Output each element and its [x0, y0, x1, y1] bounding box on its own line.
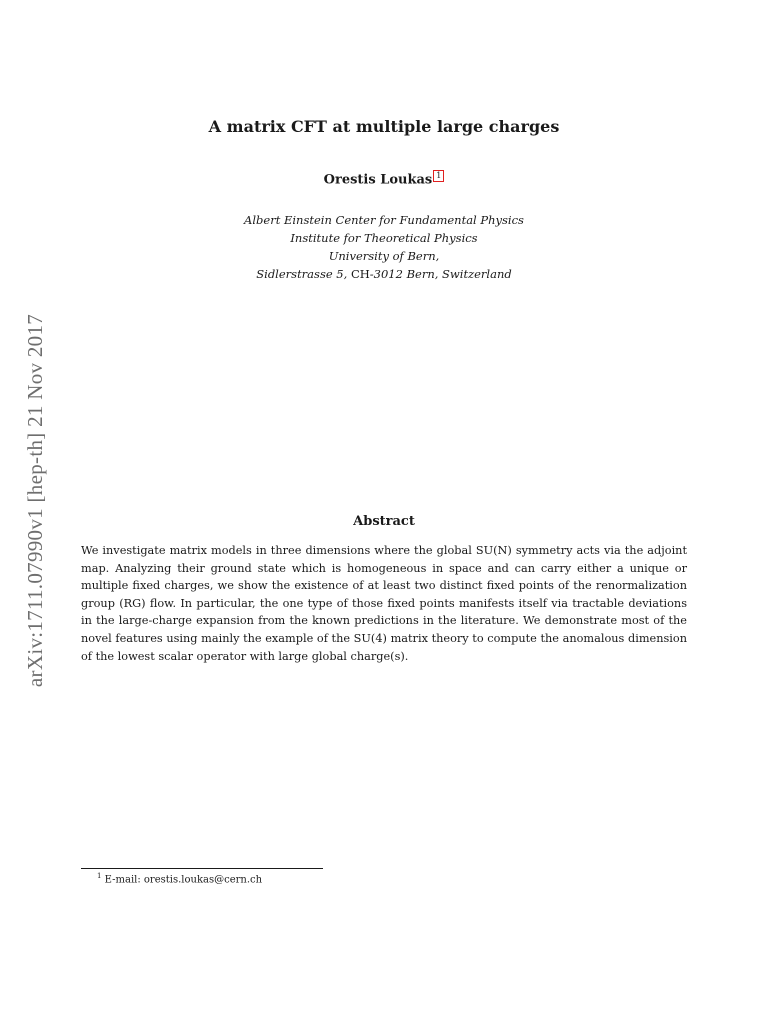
arxiv-identifier-stamp [14, 270, 58, 730]
abstract-rg-abbrev: RG [123, 596, 142, 610]
footnote-divider [81, 868, 323, 869]
affiliation-line-3: University of Bern, [328, 249, 440, 263]
author-name: Orestis Loukas [323, 172, 433, 188]
footnote-email[interactable]: E-mail: orestis.loukas@cern.ch [104, 874, 263, 886]
abstract-text-2: ) flow. In particular, the one type of those fixed points manifests itself via tractable deviations in the large-charge expansion from the known predictions in the literature. We demonstrate most of the novel features using mainly the example of the SU(4) matrix theory to compute the anomalous dimension of the lowest scalar operator with large global charge(s). [81, 596, 687, 663]
abstract-heading: Abstract [353, 514, 415, 529]
affiliation-line-1: Albert Einstein Center for Fundamental Physics [244, 213, 524, 227]
footnote-mark: 1 [97, 872, 102, 880]
affiliation-line-4 [0, 265, 768, 283]
paper-title: A matrix CFT at multiple large charges [208, 117, 560, 136]
abstract-body [81, 542, 687, 665]
arxiv-identifier-text: arXiv:1711.07990v1 [hep-th] 21 Nov 2017 [23, 313, 48, 687]
affiliation-country-code: CH [350, 267, 370, 281]
footnote-link[interactable]: 1 [433, 170, 444, 182]
footnote [97, 872, 262, 885]
affiliation-block [0, 211, 768, 283]
affiliation-street: Sidlerstrasse 5, [256, 267, 351, 281]
abstract-text-1: We investigate matrix models in three dimensions where the global SU(N) symmetry acts via the adjoint map. Analyzing their ground state which is homogeneous in space and can carry either a unique or multiple fixed charges, we show the existence of at least two distinct fixed points of the renormalization group ( [81, 544, 687, 610]
affiliation-line-2: Institute for Theoretical Physics [290, 231, 478, 245]
author-line [0, 170, 768, 187]
affiliation-city: -3012 Bern, Switzerland [369, 267, 512, 281]
